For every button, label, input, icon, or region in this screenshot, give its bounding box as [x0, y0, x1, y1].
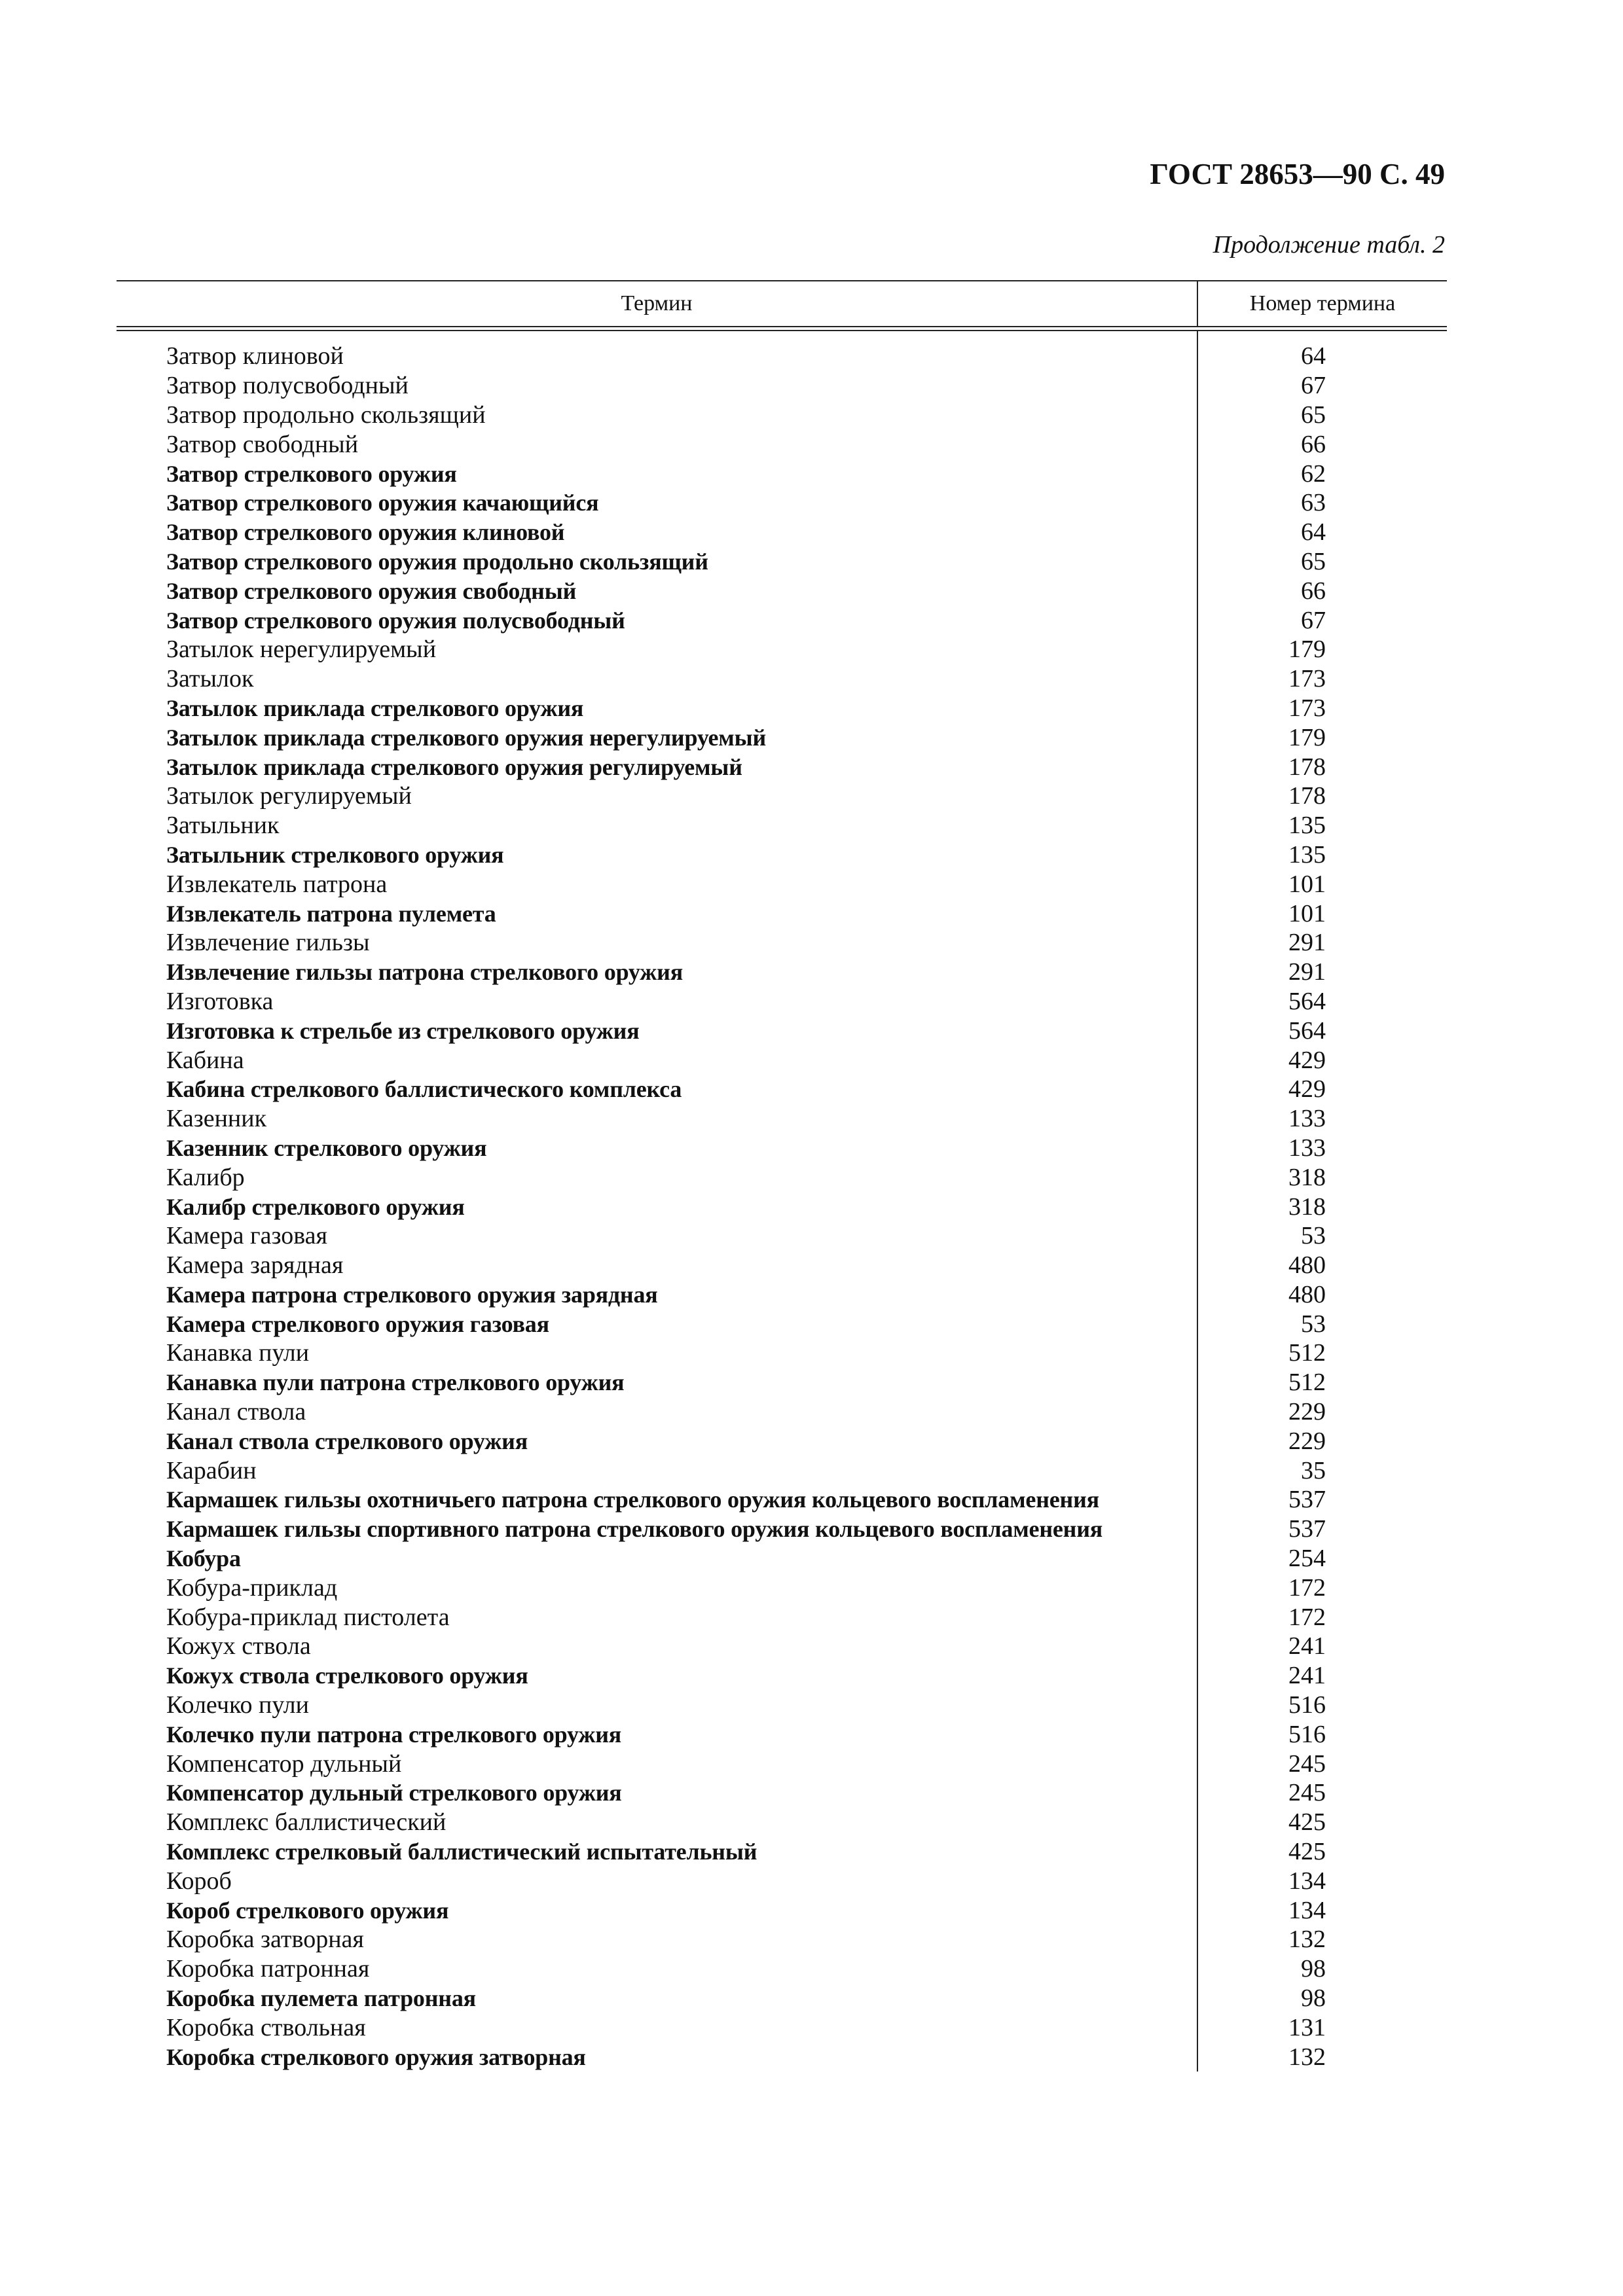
- term-number-cell: 564: [1288, 1016, 1326, 1045]
- table-row: [117, 576, 1447, 605]
- term-number-cell: 179: [1288, 636, 1326, 664]
- term-cell: Кармашек гильзы спортивного патрона стрелкового оружия кольцевого воспламенения: [166, 1516, 1103, 1543]
- term-cell: Затвор клиновой: [166, 342, 344, 370]
- term-number-cell: 291: [1288, 958, 1326, 986]
- term-cell: Извлечение гильзы патрона стрелкового оружия: [166, 959, 683, 986]
- table-row: [117, 459, 1447, 488]
- term-cell: Комплекс баллистический: [166, 1808, 447, 1837]
- term-number-cell: 429: [1288, 1046, 1326, 1074]
- term-cell: Затвор стрелкового оружия: [166, 460, 457, 487]
- term-number-cell: 65: [1301, 401, 1326, 429]
- terms-table: [117, 280, 1447, 2072]
- term-cell: Затылок нерегулируемый: [166, 636, 437, 664]
- table-row: [117, 1749, 1447, 1778]
- term-cell: Затвор стрелкового оружия качающийся: [166, 490, 599, 516]
- table-row: [117, 342, 1447, 371]
- term-number-cell: 512: [1288, 1369, 1326, 1397]
- term-number-cell: 291: [1288, 929, 1326, 957]
- term-cell: Компенсатор дульный: [166, 1749, 402, 1778]
- table-row: [117, 1954, 1447, 1984]
- table-row: [117, 1984, 1447, 2013]
- term-cell: Затыльник стрелкового оружия: [166, 841, 504, 868]
- term-number-cell: 67: [1301, 372, 1326, 400]
- term-cell: Затвор свободный: [166, 430, 359, 458]
- term-number-cell: 101: [1288, 870, 1326, 898]
- table-row: [117, 1075, 1447, 1104]
- term-cell: Изготовка: [166, 987, 274, 1015]
- term-cell: Затвор продольно скользящий: [166, 401, 486, 429]
- term-number-cell: 135: [1288, 812, 1326, 840]
- table-row: [117, 1866, 1447, 1895]
- term-number-cell: 178: [1288, 753, 1326, 781]
- term-number-cell: 35: [1301, 1456, 1326, 1484]
- term-number-cell: 516: [1288, 1691, 1326, 1719]
- term-cell: Камера газовая: [166, 1222, 328, 1250]
- table-row: [117, 840, 1447, 870]
- table-row: [117, 1778, 1447, 1808]
- term-cell: Затвор полусвободный: [166, 372, 409, 400]
- term-cell: Канавка пули патрона стрелкового оружия: [166, 1369, 625, 1396]
- table-row: [117, 1280, 1447, 1310]
- table-row: [117, 1456, 1447, 1485]
- table-row: [117, 899, 1447, 928]
- term-number-cell: 241: [1288, 1662, 1326, 1690]
- term-number-cell: 516: [1288, 1720, 1326, 1748]
- term-number-cell: 172: [1288, 1603, 1326, 1631]
- term-number-cell: 131: [1288, 2013, 1326, 2041]
- table-row: [117, 547, 1447, 577]
- term-cell: Канал ствола: [166, 1398, 306, 1426]
- term-number-cell: 133: [1288, 1134, 1326, 1162]
- term-cell: Кабина стрелкового баллистического комплекса: [166, 1076, 682, 1103]
- term-cell: Камера патрона стрелкового оружия зарядная: [166, 1281, 658, 1308]
- table-row: [117, 987, 1447, 1016]
- term-cell: Затвор стрелкового оружия клиновой: [166, 519, 565, 546]
- term-cell: Карабин: [166, 1456, 257, 1484]
- term-cell: Колечко пули: [166, 1691, 309, 1719]
- term-cell: Кожух ствола: [166, 1632, 311, 1660]
- term-cell: Извлекатель патрона: [166, 870, 388, 898]
- table-row: [117, 371, 1447, 401]
- table-row: [117, 1837, 1447, 1867]
- table-row: [117, 928, 1447, 958]
- table-row: [117, 1016, 1447, 1045]
- page-header: ГОСТ 28653—90 С. 49: [1150, 158, 1445, 190]
- term-number-cell: 480: [1288, 1280, 1326, 1308]
- term-cell: Затвор стрелкового оружия продольно скользящий: [166, 548, 708, 575]
- term-number-cell: 133: [1288, 1105, 1326, 1133]
- table-row: [117, 1045, 1447, 1075]
- table-row: [117, 2042, 1447, 2072]
- table-header-row: [117, 281, 1447, 327]
- term-cell: Камера зарядная: [166, 1251, 344, 1280]
- table-continuation-label: Продолжение табл. 2: [1213, 231, 1445, 259]
- term-cell: Извлечение гильзы: [166, 929, 370, 957]
- term-number-cell: 537: [1288, 1486, 1326, 1514]
- term-cell: Извлекатель патрона пулемета: [166, 900, 496, 927]
- term-cell: Коробка стрелкового оружия затворная: [166, 2043, 586, 2070]
- term-number-cell: 318: [1288, 1193, 1326, 1221]
- table-row: [117, 1632, 1447, 1661]
- term-number-cell: 101: [1288, 899, 1326, 927]
- term-cell: Казенник: [166, 1105, 267, 1133]
- term-cell: Комплекс стрелковый баллистический испытательный: [166, 1839, 757, 1865]
- term-number-cell: 98: [1301, 1955, 1326, 1983]
- term-cell: Затылок приклада стрелкового оружия: [166, 694, 584, 721]
- term-cell: Казенник стрелкового оружия: [166, 1134, 487, 1161]
- table-body: [117, 331, 1447, 2072]
- term-number-cell: 63: [1301, 489, 1326, 517]
- table-row: [117, 869, 1447, 899]
- term-cell: Кабина: [166, 1046, 244, 1074]
- table-row: [117, 1134, 1447, 1163]
- table-row: [117, 1602, 1447, 1632]
- table-row: [117, 2013, 1447, 2042]
- table-row: [117, 1544, 1447, 1573]
- table-row: [117, 1426, 1447, 1456]
- term-cell: Коробка пулемета патронная: [166, 1985, 476, 2012]
- term-cell: Затылок приклада стрелкового оружия нерегулируемый: [166, 724, 767, 751]
- term-number-cell: 66: [1301, 577, 1326, 605]
- column-header-number: Номер термина: [1249, 291, 1396, 315]
- term-cell: Камера стрелкового оружия газовая: [166, 1310, 549, 1337]
- term-number-cell: 564: [1288, 987, 1326, 1015]
- table-row: [117, 1925, 1447, 1954]
- term-cell: Канал ствола стрелкового оружия: [166, 1427, 528, 1454]
- term-number-cell: 173: [1288, 665, 1326, 693]
- table-row: [117, 1192, 1447, 1221]
- table-row: [117, 1338, 1447, 1368]
- column-header-term: Термин: [117, 281, 1198, 326]
- table-row: [117, 518, 1447, 547]
- table-row: [117, 1485, 1447, 1515]
- term-number-cell: 98: [1301, 1984, 1326, 2013]
- term-number-cell: 65: [1301, 547, 1326, 575]
- term-number-cell: 179: [1288, 723, 1326, 751]
- term-number-cell: 67: [1301, 606, 1326, 634]
- term-cell: Колечко пули патрона стрелкового оружия: [166, 1721, 622, 1748]
- term-number-cell: 537: [1288, 1515, 1326, 1543]
- term-cell: Затылок приклада стрелкового оружия регулируемый: [166, 753, 742, 780]
- term-number-cell: 134: [1288, 1896, 1326, 1924]
- term-cell: Затыльник: [166, 812, 280, 840]
- table-row: [117, 1221, 1447, 1251]
- term-number-cell: 173: [1288, 694, 1326, 722]
- term-cell: Кармашек гильзы охотничьего патрона стрелкового оружия кольцевого воспламенения: [166, 1486, 1099, 1513]
- term-cell: Кобура: [166, 1545, 241, 1572]
- table-row: [117, 694, 1447, 723]
- table-row: [117, 1309, 1447, 1338]
- term-cell: Кожух ствола стрелкового оружия: [166, 1662, 528, 1689]
- table-row: [117, 1808, 1447, 1837]
- term-number-cell: 64: [1301, 518, 1326, 547]
- term-number-cell: 318: [1288, 1163, 1326, 1191]
- table-row: [117, 1104, 1447, 1134]
- column-divider: [1197, 331, 1198, 2072]
- table-row: [117, 401, 1447, 430]
- table-row: [117, 1661, 1447, 1691]
- term-cell: Калибр стрелкового оружия: [166, 1193, 465, 1220]
- term-cell: Короб стрелкового оружия: [166, 1897, 449, 1924]
- table-row: [117, 811, 1447, 840]
- term-number-cell: 62: [1301, 459, 1326, 488]
- term-cell: Коробка затворная: [166, 1926, 364, 1954]
- term-number-cell: 178: [1288, 782, 1326, 810]
- term-number-cell: 132: [1288, 1926, 1326, 1954]
- term-number-cell: 134: [1288, 1867, 1326, 1895]
- term-number-cell: 254: [1288, 1545, 1326, 1573]
- table-row: [117, 1895, 1447, 1925]
- term-cell: Затылок: [166, 665, 254, 693]
- table-row: [117, 1691, 1447, 1720]
- table-row: [117, 605, 1447, 635]
- term-number-cell: 241: [1288, 1632, 1326, 1660]
- table-row: [117, 723, 1447, 752]
- term-cell: Коробка патронная: [166, 1955, 370, 1983]
- table-row: [117, 1515, 1447, 1544]
- table-row: [117, 429, 1447, 459]
- term-cell: Затвор стрелкового оружия свободный: [166, 577, 577, 604]
- term-number-cell: 53: [1301, 1310, 1326, 1338]
- table-row: [117, 1719, 1447, 1749]
- term-cell: Кобура-приклад: [166, 1573, 338, 1602]
- term-number-cell: 245: [1288, 1779, 1326, 1807]
- term-cell: Затвор стрелкового оружия полусвободный: [166, 607, 625, 634]
- table-row: [117, 1162, 1447, 1192]
- term-number-cell: 66: [1301, 430, 1326, 458]
- term-cell: Компенсатор дульный стрелкового оружия: [166, 1780, 622, 1806]
- term-number-cell: 132: [1288, 2043, 1326, 2071]
- table-row: [117, 635, 1447, 664]
- term-cell: Канавка пули: [166, 1339, 310, 1367]
- table-row: [117, 1397, 1447, 1427]
- term-number-cell: 429: [1288, 1075, 1326, 1103]
- term-number-cell: 245: [1288, 1749, 1326, 1778]
- term-number-cell: 64: [1301, 342, 1326, 370]
- term-number-cell: 53: [1301, 1222, 1326, 1250]
- term-number-cell: 480: [1288, 1251, 1326, 1280]
- term-cell: Коробка ствольная: [166, 2013, 366, 2041]
- term-number-cell: 229: [1288, 1427, 1326, 1455]
- term-cell: Изготовка к стрельбе из стрелкового оружия: [166, 1017, 640, 1044]
- table-row: [117, 958, 1447, 987]
- term-number-cell: 425: [1288, 1808, 1326, 1837]
- table-row: [117, 664, 1447, 694]
- table-row: [117, 1251, 1447, 1280]
- table-row: [117, 752, 1447, 781]
- table-row: [117, 1368, 1447, 1397]
- term-number-cell: 229: [1288, 1398, 1326, 1426]
- term-number-cell: 425: [1288, 1838, 1326, 1866]
- table-row: [117, 781, 1447, 811]
- term-cell: Калибр: [166, 1163, 245, 1191]
- term-number-cell: 172: [1288, 1573, 1326, 1602]
- term-cell: Кобура-приклад пистолета: [166, 1603, 450, 1631]
- table-row: [117, 1573, 1447, 1602]
- term-cell: Короб: [166, 1867, 232, 1895]
- table-row: [117, 488, 1447, 518]
- term-number-cell: 135: [1288, 840, 1326, 869]
- term-cell: Затылок регулируемый: [166, 782, 412, 810]
- term-number-cell: 512: [1288, 1339, 1326, 1367]
